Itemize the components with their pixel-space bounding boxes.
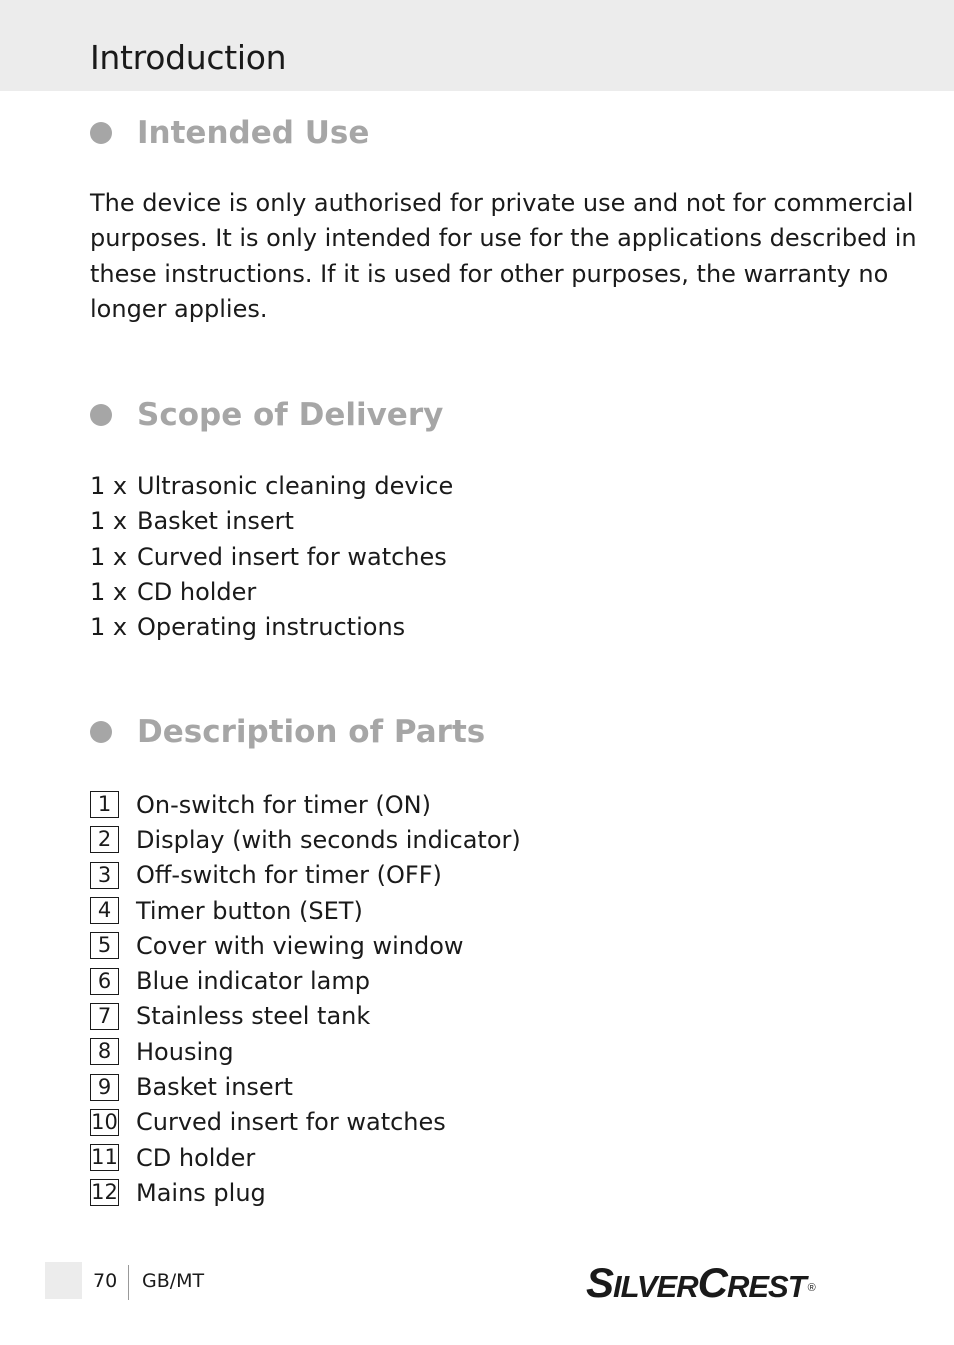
intended-use-paragraph: [90, 186, 917, 327]
item-qty: 1 x: [90, 577, 128, 606]
item-label: Operating instructions: [137, 613, 406, 642]
list-item: [90, 610, 453, 645]
part-label: Timer button (SET): [136, 896, 363, 925]
part-label: Stainless steel tank: [136, 1002, 371, 1031]
section-heading-text: Scope of Delivery: [137, 397, 444, 433]
page-title: Introduction: [90, 38, 287, 77]
page-number: 70: [93, 1270, 118, 1292]
part-number-box: 12: [91, 1180, 118, 1205]
part-label: CD holder: [136, 1143, 256, 1172]
paragraph-line: purposes. It is only intended for use for the applications described in: [90, 224, 917, 253]
list-item: [90, 822, 521, 857]
paragraph-line: The device is only authorised for private use and not for commercial: [90, 189, 914, 217]
list-item: [90, 469, 453, 504]
list-item: [90, 504, 453, 539]
list-item: [90, 1140, 521, 1175]
item-label: Basket insert: [137, 507, 294, 536]
list-item: [90, 1069, 521, 1104]
section-heading-text: Intended Use: [137, 115, 370, 151]
part-label: Basket insert: [136, 1073, 293, 1102]
bullet-icon: [90, 404, 112, 426]
list-item: [90, 1034, 521, 1069]
footer-square: [45, 1262, 82, 1299]
delivery-list: [90, 469, 453, 645]
list-item: [90, 893, 521, 928]
part-number-box: 10: [91, 1109, 118, 1134]
item-qty: 1 x: [90, 542, 128, 571]
list-item: [90, 1105, 521, 1140]
list-item: [90, 928, 521, 963]
brand-logo: SILVERCREST ®: [586, 1259, 816, 1306]
item-qty: 1 x: [90, 613, 128, 642]
paragraph-line: longer applies.: [90, 294, 268, 323]
part-label: Housing: [136, 1037, 234, 1066]
item-qty: 1 x: [90, 507, 128, 536]
part-number-box: 4: [90, 897, 119, 924]
section-heading-scope-of-delivery: [90, 397, 443, 433]
list-item: [90, 963, 521, 998]
part-number-box: 6: [90, 968, 119, 995]
part-number-box: 9: [90, 1074, 119, 1101]
list-item: [90, 540, 453, 575]
section-heading-description-of-parts: [90, 714, 485, 750]
list-item: [90, 858, 521, 893]
item-label: Ultrasonic cleaning device: [137, 472, 454, 500]
part-label: Cover with viewing window: [136, 931, 464, 960]
parts-list: [90, 787, 521, 1211]
list-item: [90, 1175, 521, 1210]
item-qty: 1 x: [90, 472, 128, 500]
section-heading-text: Description of Parts: [137, 714, 486, 750]
part-label: Mains plug: [136, 1178, 266, 1207]
part-label: On-switch for timer (ON): [136, 790, 431, 819]
section-heading-intended-use: [90, 115, 369, 151]
item-label: CD holder: [137, 577, 257, 606]
part-number-box: 11: [91, 1145, 118, 1170]
part-number-box: 1: [90, 791, 119, 818]
bullet-icon: [90, 122, 112, 144]
bullet-icon: [90, 721, 112, 743]
part-number-box: 7: [90, 1003, 119, 1030]
language-code: GB/MT: [142, 1270, 205, 1292]
item-label: Curved insert for watches: [137, 542, 447, 571]
part-number-box: 8: [90, 1038, 119, 1065]
part-number-box: 5: [90, 932, 119, 959]
part-label: Off-switch for timer (OFF): [136, 861, 442, 890]
part-label: Curved insert for watches: [136, 1108, 446, 1137]
list-item: [90, 787, 521, 822]
part-label: Display (with seconds indicator): [136, 825, 521, 854]
part-number-box: 3: [90, 862, 119, 889]
footer-divider: [128, 1265, 129, 1300]
part-label: Blue indicator lamp: [136, 967, 370, 996]
list-item: [90, 999, 521, 1034]
list-item: [90, 575, 453, 610]
part-number-box: 2: [90, 826, 119, 853]
paragraph-line: these instructions. If it is used for other purposes, the warranty no: [90, 259, 889, 288]
